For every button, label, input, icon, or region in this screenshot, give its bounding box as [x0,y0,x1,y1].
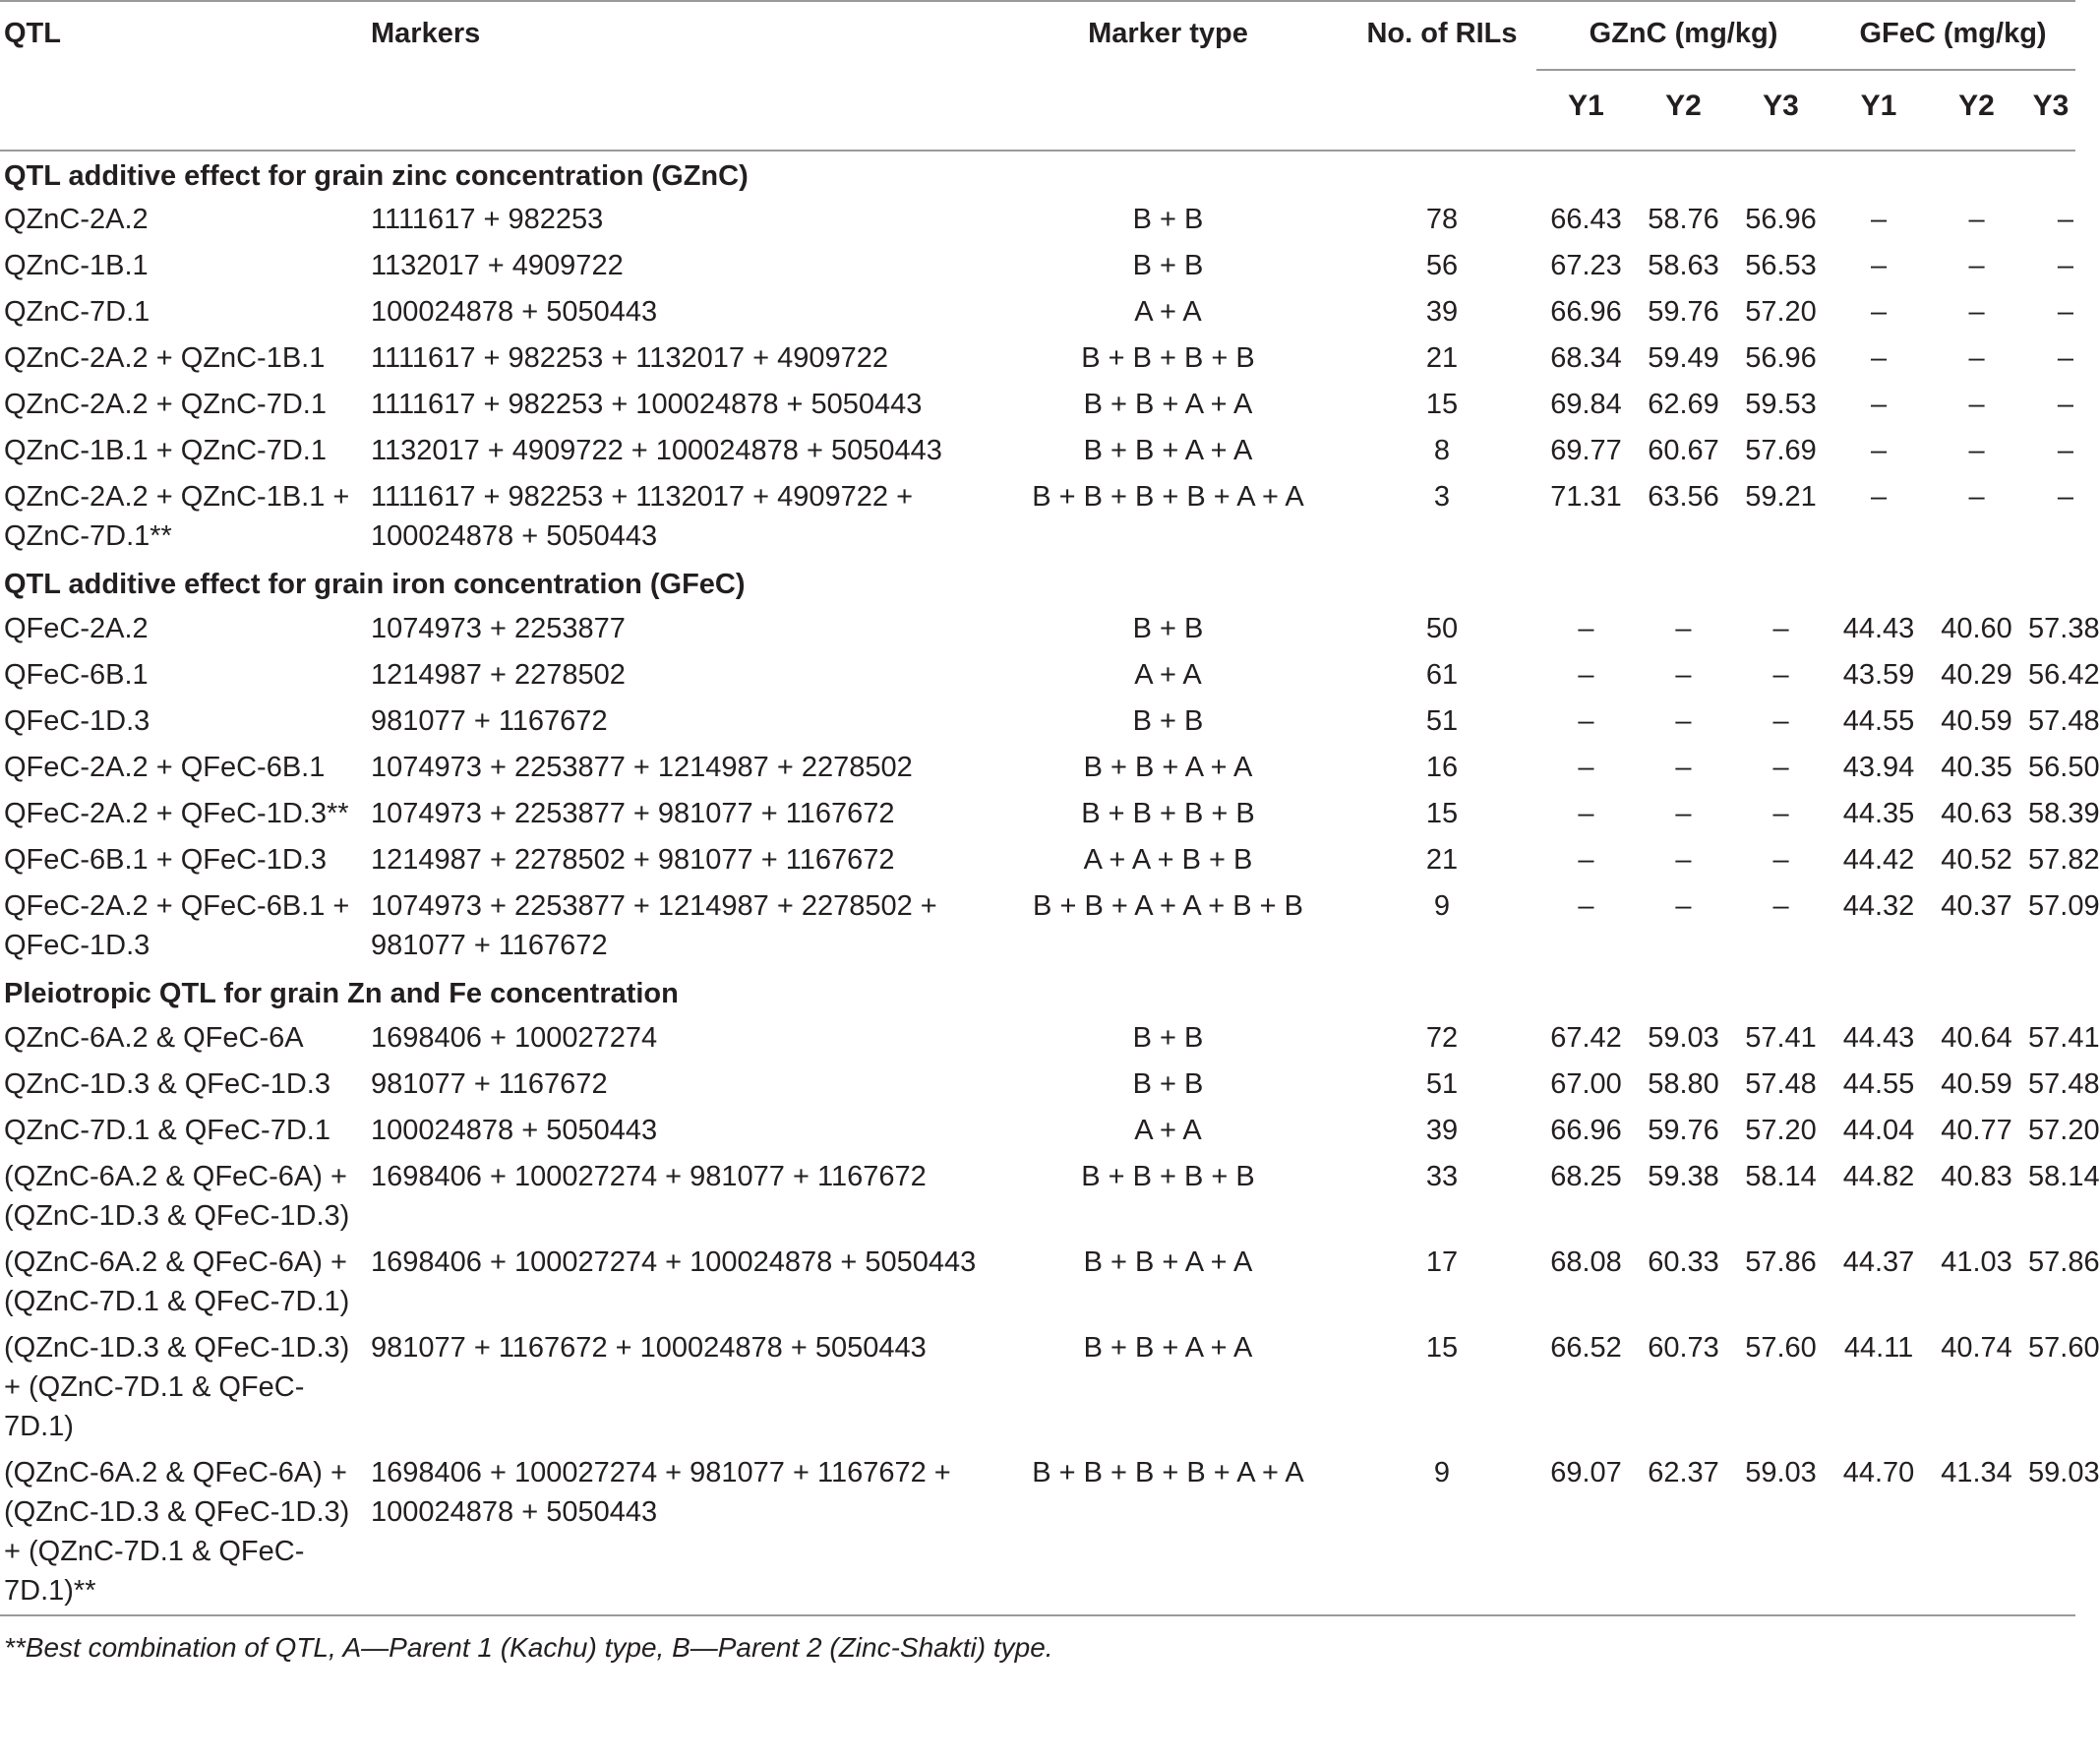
cell-rils: 50 [1425,613,1459,644]
table-row [0,883,2075,969]
cell-gznc-y1: – [1578,705,1594,737]
cell-gznc-y3: 56.96 [1745,204,1817,235]
cell-gznc-y1: 71.31 [1550,481,1622,513]
cell-markers: 100024878 + 5050443 [371,1115,658,1146]
cell-gfec-y2: – [1968,296,1985,328]
cell-gfec-y2: 40.63 [1941,798,2012,829]
cell-gznc-y2: 59.76 [1648,1115,1719,1146]
cell-marker-type: A + A [1134,296,1202,328]
cell-marker-type: B + B + B + B + A + A [1032,481,1304,513]
table-row [0,428,2075,474]
cell-gznc-y1: 69.84 [1550,389,1622,420]
cell-gfec-y1: 44.70 [1842,1457,1915,1488]
cell-gznc-y1: 66.96 [1550,296,1622,328]
cell-rils: 61 [1425,659,1459,691]
cell-gznc-y3: 56.96 [1745,342,1817,374]
cell-gfec-y3: 59.03 [2028,1457,2100,1488]
cell-gznc-y3: 57.69 [1745,435,1817,466]
cell-gfec-y2: 40.35 [1941,752,2012,783]
table-row [0,1154,2075,1240]
table-header [0,1,2075,151]
cell-gznc-y3: 59.03 [1745,1457,1817,1488]
cell-marker-type: A + A [1134,659,1202,691]
cell-gfec-y1: 43.59 [1842,659,1915,691]
cell-gznc-y2: – [1675,659,1692,691]
cell-gznc-y1: 67.23 [1550,250,1622,281]
cell-rils: 9 [1433,1457,1451,1488]
cell-gfec-y2: – [1968,481,1985,513]
cell-gfec-y1: 43.94 [1842,752,1915,783]
cell-qtl: QFeC-2A.2 + QFeC-1D.3** [4,798,349,829]
cell-gfec-y3: – [2057,296,2074,328]
cell-rils: 72 [1425,1022,1459,1054]
cell-markers: 1074973 + 2253877 + 1214987 + 2278502 + 981077 + 1167672 [371,890,937,961]
cell-gznc-y2: – [1675,798,1692,829]
cell-gfec-y3: 56.42 [2028,659,2100,691]
cell-gfec-y3: 57.60 [2028,1332,2100,1364]
cell-markers: 1111617 + 982253 [371,204,604,235]
cell-gfec-y1: 44.55 [1842,1068,1915,1100]
cell-marker-type: B + B + A + A [1083,752,1253,783]
cell-gznc-y2: 58.76 [1648,204,1719,235]
header-gznc-y3: Y3 [1731,70,1829,151]
cell-gfec-y2: 40.60 [1941,613,2012,644]
cell-gfec-y1: – [1870,481,1888,513]
table-row [0,1450,2075,1615]
section-title: Pleiotropic QTL for grain Zn and Fe concentration [4,978,679,1009]
cell-gznc-y2: 62.69 [1648,389,1719,420]
cell-gznc-y3: – [1772,844,1789,876]
cell-rils: 39 [1425,296,1459,328]
cell-rils: 15 [1425,389,1459,420]
table-footnote: **Best combination of QTL, A—Parent 1 (Kachu) type, B—Parent 2 (Zinc-Shakti) type. [0,1615,2075,1666]
cell-gznc-y1: 67.42 [1550,1022,1622,1054]
cell-gfec-y3: 57.41 [2028,1022,2100,1054]
cell-gznc-y2: – [1675,705,1692,737]
cell-markers: 1074973 + 2253877 + 981077 + 1167672 [371,798,895,829]
cell-gznc-y1: 66.52 [1550,1332,1622,1364]
cell-gfec-y2: 40.52 [1941,844,2012,876]
cell-gznc-y2: – [1675,890,1692,922]
cell-marker-type: B + B [1132,250,1204,281]
cell-qtl: QZnC-6A.2 & QFeC-6A [4,1022,304,1054]
cell-gfec-y3: – [2057,389,2074,420]
cell-gfec-y3: 56.50 [2028,752,2100,783]
cell-rils: 3 [1433,481,1451,513]
cell-gfec-y2: 40.59 [1941,705,2012,737]
table-row [0,474,2075,560]
cell-qtl: QFeC-6B.1 [4,659,149,691]
cell-markers: 1111617 + 982253 + 1132017 + 4909722 [371,342,889,374]
cell-gfec-y3: 57.20 [2028,1115,2100,1146]
header-gznc-y1: Y1 [1536,70,1634,151]
cell-gfec-y3: 57.38 [2028,613,2100,644]
cell-gfec-y2: – [1968,342,1985,374]
cell-rils: 15 [1425,798,1459,829]
cell-gfec-y2: 40.29 [1941,659,2012,691]
cell-gznc-y2: – [1675,752,1692,783]
cell-qtl: QFeC-2A.2 + QFeC-6B.1 [4,752,326,783]
cell-gznc-y3: 57.86 [1745,1246,1817,1278]
cell-rils: 9 [1433,890,1451,922]
cell-markers: 1214987 + 2278502 [371,659,626,691]
cell-qtl: QZnC-2A.2 + QZnC-1B.1 [4,342,326,374]
cell-qtl: (QZnC-6A.2 & QFeC-6A) + (QZnC-1D.3 & QFeC-1D.3) + (QZnC-7D.1 & QFeC-7D.1)** [4,1457,350,1607]
cell-gznc-y2: 58.63 [1648,250,1719,281]
cell-rils: 8 [1433,435,1451,466]
cell-qtl: QFeC-6B.1 + QFeC-1D.3 [4,844,327,876]
table-row [0,197,2075,243]
cell-marker-type: B + B + A + A [1083,1332,1253,1364]
cell-gfec-y2: 40.64 [1941,1022,2012,1054]
cell-gznc-y3: 57.60 [1745,1332,1817,1364]
cell-marker-type: B + B [1132,705,1204,737]
cell-gfec-y1: 44.55 [1842,705,1915,737]
header-gznc-y2: Y2 [1634,70,1731,151]
cell-gznc-y3: 57.20 [1745,1115,1817,1146]
cell-marker-type: A + A [1134,1115,1202,1146]
cell-gfec-y3: – [2057,435,2074,466]
cell-gznc-y3: 56.53 [1745,250,1817,281]
cell-qtl: QZnC-1B.1 [4,250,149,281]
cell-gznc-y2: 60.33 [1648,1246,1719,1278]
cell-gfec-y1: 44.43 [1842,613,1915,644]
cell-gfec-y2: 40.74 [1941,1332,2012,1364]
cell-markers: 1074973 + 2253877 + 1214987 + 2278502 [371,752,913,783]
cell-markers: 1111617 + 982253 + 1132017 + 4909722 + 100024878 + 5050443 [371,481,913,552]
cell-gfec-y1: – [1870,435,1888,466]
cell-gfec-y3: – [2057,204,2074,235]
cell-qtl: QFeC-1D.3 [4,705,150,737]
cell-gfec-y1: 44.42 [1842,844,1915,876]
cell-gznc-y1: – [1578,890,1594,922]
header-qtl: QTL [0,1,367,70]
cell-gznc-y3: – [1772,752,1789,783]
cell-qtl: QZnC-2A.2 [4,204,149,235]
cell-gznc-y2: 62.37 [1648,1457,1719,1488]
cell-gznc-y1: 68.08 [1550,1246,1622,1278]
table-row [0,745,2075,791]
cell-rils: 51 [1425,705,1459,737]
cell-markers: 1214987 + 2278502 + 981077 + 1167672 [371,844,895,876]
cell-gfec-y3: – [2057,481,2074,513]
cell-gfec-y3: 57.48 [2028,705,2100,737]
cell-marker-type: B + B [1132,613,1204,644]
cell-gfec-y3: 57.86 [2028,1246,2100,1278]
cell-gznc-y1: – [1578,613,1594,644]
cell-gznc-y1: – [1578,844,1594,876]
cell-markers: 100024878 + 5050443 [371,296,658,328]
table-row [0,837,2075,883]
cell-gznc-y1: 68.25 [1550,1161,1622,1192]
cell-gfec-y3: 57.82 [2028,844,2100,876]
cell-gfec-y2: 40.77 [1941,1115,2012,1146]
cell-gznc-y2: – [1675,613,1692,644]
header-gznc: GZnC (mg/kg) [1536,1,1829,70]
cell-gznc-y1: – [1578,798,1594,829]
header-gfec-y1: Y1 [1829,70,1927,151]
cell-gfec-y3: – [2057,250,2074,281]
cell-gznc-y3: 57.20 [1745,296,1817,328]
table-row [0,243,2075,289]
cell-markers: 981077 + 1167672 + 100024878 + 5050443 [371,1332,927,1364]
cell-gznc-y3: 59.53 [1745,389,1817,420]
cell-marker-type: B + B + B + B [1081,1161,1255,1192]
table-row [0,1108,2075,1154]
cell-gfec-y1: – [1870,204,1888,235]
cell-gznc-y1: 69.07 [1550,1457,1622,1488]
header-no-rils: No. of RILs [1346,1,1536,70]
cell-gfec-y3: 58.39 [2028,798,2100,829]
table-row [0,652,2075,698]
cell-rils: 39 [1425,1115,1459,1146]
cell-marker-type: B + B + A + A [1083,389,1253,420]
cell-gznc-y2: 59.38 [1648,1161,1719,1192]
cell-gznc-y3: – [1772,659,1789,691]
table-row [0,335,2075,382]
cell-gznc-y2: – [1675,844,1692,876]
table-row [0,382,2075,428]
cell-markers: 1132017 + 4909722 + 100024878 + 5050443 [371,435,942,466]
cell-gfec-y1: – [1870,389,1888,420]
cell-qtl: (QZnC-6A.2 & QFeC-6A) + (QZnC-7D.1 & QFeC-7D.1) [4,1246,350,1317]
cell-gznc-y2: 63.56 [1648,481,1719,513]
cell-gfec-y2: – [1968,250,1985,281]
table-row [0,606,2075,652]
cell-gfec-y2: – [1968,435,1985,466]
cell-marker-type: B + B + B + B [1081,798,1255,829]
cell-marker-type: B + B [1132,1068,1204,1100]
header-gfec-y2: Y2 [1927,70,2024,151]
cell-gznc-y2: 59.76 [1648,296,1719,328]
cell-gfec-y3: – [2057,342,2074,374]
cell-gznc-y1: – [1578,659,1594,691]
cell-markers: 1132017 + 4909722 [371,250,624,281]
cell-rils: 21 [1425,844,1459,876]
cell-qtl: QZnC-1D.3 & QFeC-1D.3 [4,1068,330,1100]
cell-gznc-y2: 59.49 [1648,342,1719,374]
cell-markers: 1698406 + 100027274 [371,1022,658,1054]
cell-gznc-y1: 66.96 [1550,1115,1622,1146]
table-row [0,289,2075,335]
cell-gznc-y3: – [1772,705,1789,737]
cell-marker-type: A + A + B + B [1083,844,1253,876]
cell-rils: 21 [1425,342,1459,374]
table-row [0,1240,2075,1325]
cell-markers: 981077 + 1167672 [371,705,608,737]
cell-qtl: QFeC-2A.2 + QFeC-6B.1 + QFeC-1D.3 [4,890,350,961]
cell-rils: 51 [1425,1068,1459,1100]
cell-qtl: (QZnC-6A.2 & QFeC-6A) + (QZnC-1D.3 & QFeC-1D.3) [4,1161,350,1232]
cell-markers: 981077 + 1167672 [371,1068,608,1100]
cell-gfec-y1: 44.32 [1842,890,1915,922]
cell-rils: 17 [1425,1246,1459,1278]
cell-qtl: QFeC-2A.2 [4,613,149,644]
cell-gfec-y2: 40.83 [1941,1161,2012,1192]
cell-gznc-y2: 58.80 [1648,1068,1719,1100]
cell-gznc-y1: 66.43 [1550,204,1622,235]
cell-markers: 1074973 + 2253877 [371,613,626,644]
cell-qtl: QZnC-2A.2 + QZnC-1B.1 + QZnC-7D.1** [4,481,350,552]
cell-gfec-y1: 44.04 [1842,1115,1915,1146]
cell-gznc-y3: – [1772,798,1789,829]
cell-qtl: QZnC-7D.1 [4,296,150,328]
cell-marker-type: B + B + A + A [1083,435,1253,466]
cell-gfec-y2: – [1968,204,1985,235]
table-row [0,698,2075,745]
cell-gfec-y1: – [1870,342,1888,374]
cell-marker-type: B + B [1132,204,1204,235]
cell-rils: 33 [1425,1161,1459,1192]
cell-gfec-y2: 40.59 [1941,1068,2012,1100]
cell-qtl: QZnC-1B.1 + QZnC-7D.1 [4,435,327,466]
cell-markers: 1698406 + 100027274 + 100024878 + 5050443 [371,1246,977,1278]
cell-gfec-y3: 57.48 [2028,1068,2100,1100]
cell-gfec-y2: 41.03 [1941,1246,2012,1278]
cell-markers: 1698406 + 100027274 + 981077 + 1167672 [371,1161,927,1192]
cell-gznc-y1: 68.34 [1550,342,1622,374]
cell-gznc-y3: 58.14 [1745,1161,1817,1192]
cell-gznc-y3: 59.21 [1745,481,1817,513]
cell-gfec-y2: 41.34 [1941,1457,2012,1488]
cell-marker-type: B + B + A + A + B + B [1033,890,1303,922]
cell-marker-type: B + B + B + B [1081,342,1255,374]
cell-rils: 16 [1425,752,1459,783]
cell-rils: 78 [1425,204,1459,235]
cell-marker-type: B + B + A + A [1083,1246,1253,1278]
cell-gznc-y3: 57.48 [1745,1068,1817,1100]
header-gfec: GFeC (mg/kg) [1829,1,2075,70]
cell-gznc-y3: 57.41 [1745,1022,1817,1054]
cell-gfec-y1: 44.11 [1843,1332,1914,1364]
cell-rils: 15 [1425,1332,1459,1364]
cell-gfec-y1: – [1870,296,1888,328]
table-row [0,1015,2075,1062]
table-row [0,791,2075,837]
cell-qtl: (QZnC-1D.3 & QFeC-1D.3) + (QZnC-7D.1 & QFeC-7D.1) [4,1332,350,1442]
cell-gfec-y1: 44.82 [1842,1161,1915,1192]
table-row [0,1062,2075,1108]
cell-qtl: QZnC-7D.1 & QFeC-7D.1 [4,1115,330,1146]
section-title: QTL additive effect for grain iron concentration (GFeC) [4,569,746,600]
cell-gfec-y1: 44.35 [1842,798,1915,829]
cell-rils: 56 [1425,250,1459,281]
table-body [0,151,2100,1615]
cell-marker-type: B + B [1132,1022,1204,1054]
cell-gfec-y1: – [1870,250,1888,281]
header-gfec-y3: Y3 [2024,70,2075,151]
cell-gznc-y2: 60.73 [1648,1332,1719,1364]
cell-gfec-y1: 44.43 [1842,1022,1915,1054]
cell-gznc-y3: – [1772,613,1789,644]
cell-gfec-y3: 57.09 [2028,890,2100,922]
cell-gznc-y1: – [1578,752,1594,783]
cell-gznc-y3: – [1772,890,1789,922]
cell-gznc-y1: 69.77 [1550,435,1622,466]
cell-gfec-y2: – [1968,389,1985,420]
cell-gfec-y1: 44.37 [1842,1246,1915,1278]
table-row [0,1325,2075,1450]
cell-marker-type: B + B + B + B + A + A [1032,1457,1304,1488]
cell-markers: 1698406 + 100027274 + 981077 + 1167672 + 100024878 + 5050443 [371,1457,951,1528]
header-marker-type: Marker type [989,1,1346,70]
section-title: QTL additive effect for grain zinc concentration (GZnC) [4,160,749,192]
cell-gznc-y2: 59.03 [1648,1022,1719,1054]
cell-markers: 1111617 + 982253 + 100024878 + 5050443 [371,389,923,420]
cell-gznc-y2: 60.67 [1648,435,1719,466]
header-markers: Markers [367,1,989,70]
cell-gznc-y1: 67.00 [1550,1068,1622,1100]
cell-gfec-y2: 40.37 [1941,890,2012,922]
cell-qtl: QZnC-2A.2 + QZnC-7D.1 [4,389,327,420]
cell-gfec-y3: 58.14 [2028,1161,2100,1192]
